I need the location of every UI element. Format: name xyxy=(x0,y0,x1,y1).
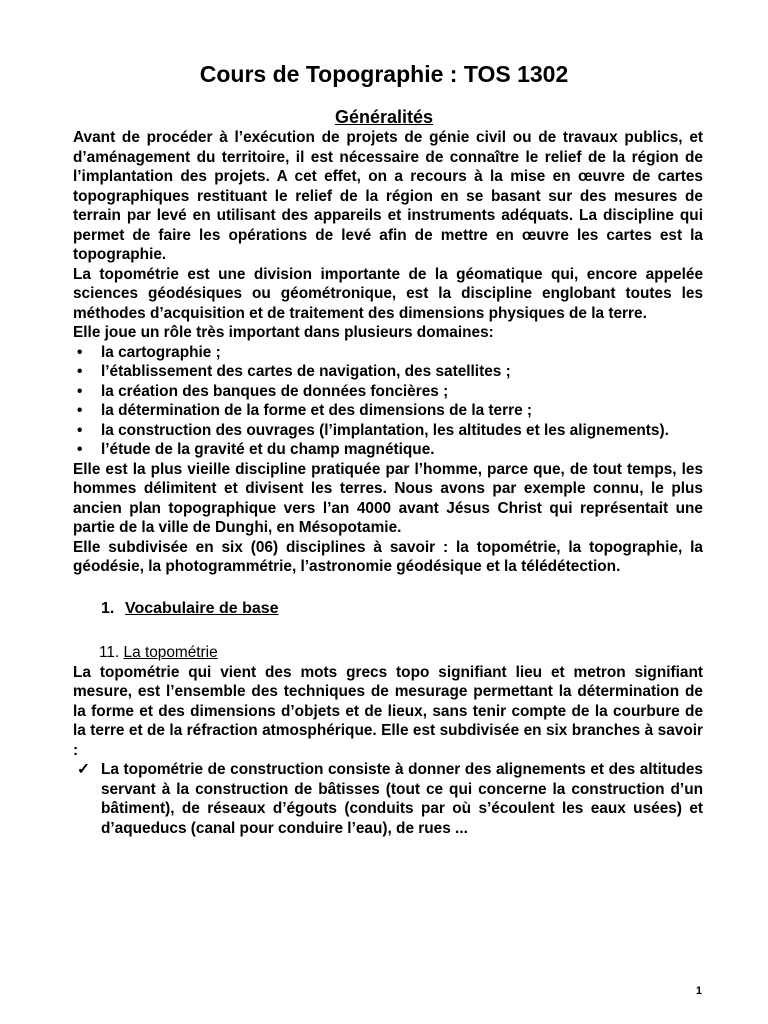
list-item: ✓ La topométrie de construction consiste à donner des alignements et des altitudes servant à la construction de bâtisses (tout ce qui concerne la construction d’un bâtiment), de réseaux d’égouts (conduits par où s’écoulent les eaux usées) et d’aqueducs (canal pour conduire l’eau), de rues ... xyxy=(77,761,703,837)
list-item: • la cartographie ; xyxy=(77,343,221,361)
paragraph: La topométrie est une division importante de la géomatique qui, encore appelée sciences géodésiques ou géométronique, est la discipline englobant toutes les méthodes d’acquisition et de traitement des dimensions physiques de la terre. xyxy=(73,265,703,322)
subsection-title: La topométrie xyxy=(123,643,218,661)
paragraph: Elle est la plus vieille discipline pratiquée par l’homme, parce que, de tout temps, les hommes délimitent et divisent les terres. Nous avons par exemple connu, le plus ancien plan topographique vers l’an 4000 avant Jésus Christ qui représentait une partie de la ville de Dunghi, en Mésopotamie. xyxy=(73,460,703,536)
checkmark-icon: ✓ xyxy=(77,761,90,778)
page-number: 1 xyxy=(695,985,702,997)
paragraph: Avant de procéder à l’exécution de projets de génie civil ou de travaux publics, et d’aménagement du territoire, il est nécessaire de connaître le relief de la région de l’implantation des projets. A cet effet, on a recours à la mise en œuvre de cartes topographiques restituant le relief de la région en se basant sur des mesures de terrain par levé en utilisant des appareils et instruments adéquats. La discipline qui permet de faire les opérations de levé afin de mettre en œuvre les cartes est la topographie. xyxy=(73,129,703,263)
list-item: • l’établissement des cartes de navigation, des satellites ; xyxy=(77,363,511,380)
bullet-icon: • xyxy=(77,441,83,458)
section-number: 1. xyxy=(101,599,115,617)
paragraph: La topométrie qui vient des mots grecs topo signifiant lieu et metron signifiant mesure, est l’ensemble des techniques de mesurage permettant la détermination de la forme et des dimensions d’objets et de lieux, sans tenir compte de la courbure de la terre et de la réfraction atmosphérique. Elle est subdivisée en six branches à savoir : xyxy=(73,663,703,759)
section-heading-generalites: Généralités xyxy=(334,107,434,127)
list-item: • la création des banques de données foncières ; xyxy=(77,382,449,400)
branches-list xyxy=(73,760,703,838)
paragraph: Elle subdivisée en six (06) disciplines à savoir : la topométrie, la topographie, la géodésie, la photogrammétrie, l’astronomie géodésique et la télédétection. xyxy=(73,538,703,575)
document-title: Cours de Topographie : TOS 1302 xyxy=(199,61,569,87)
domains-list xyxy=(73,343,703,460)
paragraph: Elle joue un rôle très important dans plusieurs domaines: xyxy=(73,324,494,341)
section-title: Vocabulaire de base xyxy=(125,599,279,617)
list-item: • la détermination de la forme et des dimensions de la terre ; xyxy=(77,402,533,419)
bullet-icon: • xyxy=(77,343,83,361)
bullet-icon: • xyxy=(77,363,83,380)
subsection-number: 11. xyxy=(99,643,120,661)
bullet-icon: • xyxy=(77,382,83,400)
section-heading-vocabulaire xyxy=(73,599,703,619)
subsection-heading-topometrie xyxy=(73,643,703,663)
bullet-icon: • xyxy=(77,421,83,439)
document-body xyxy=(73,128,703,838)
list-item: • la construction des ouvrages (l’implantation, les altitudes et les alignements). xyxy=(77,421,669,439)
bullet-icon: • xyxy=(77,402,83,419)
list-item: • l’étude de la gravité et du champ magnétique. xyxy=(77,441,435,458)
